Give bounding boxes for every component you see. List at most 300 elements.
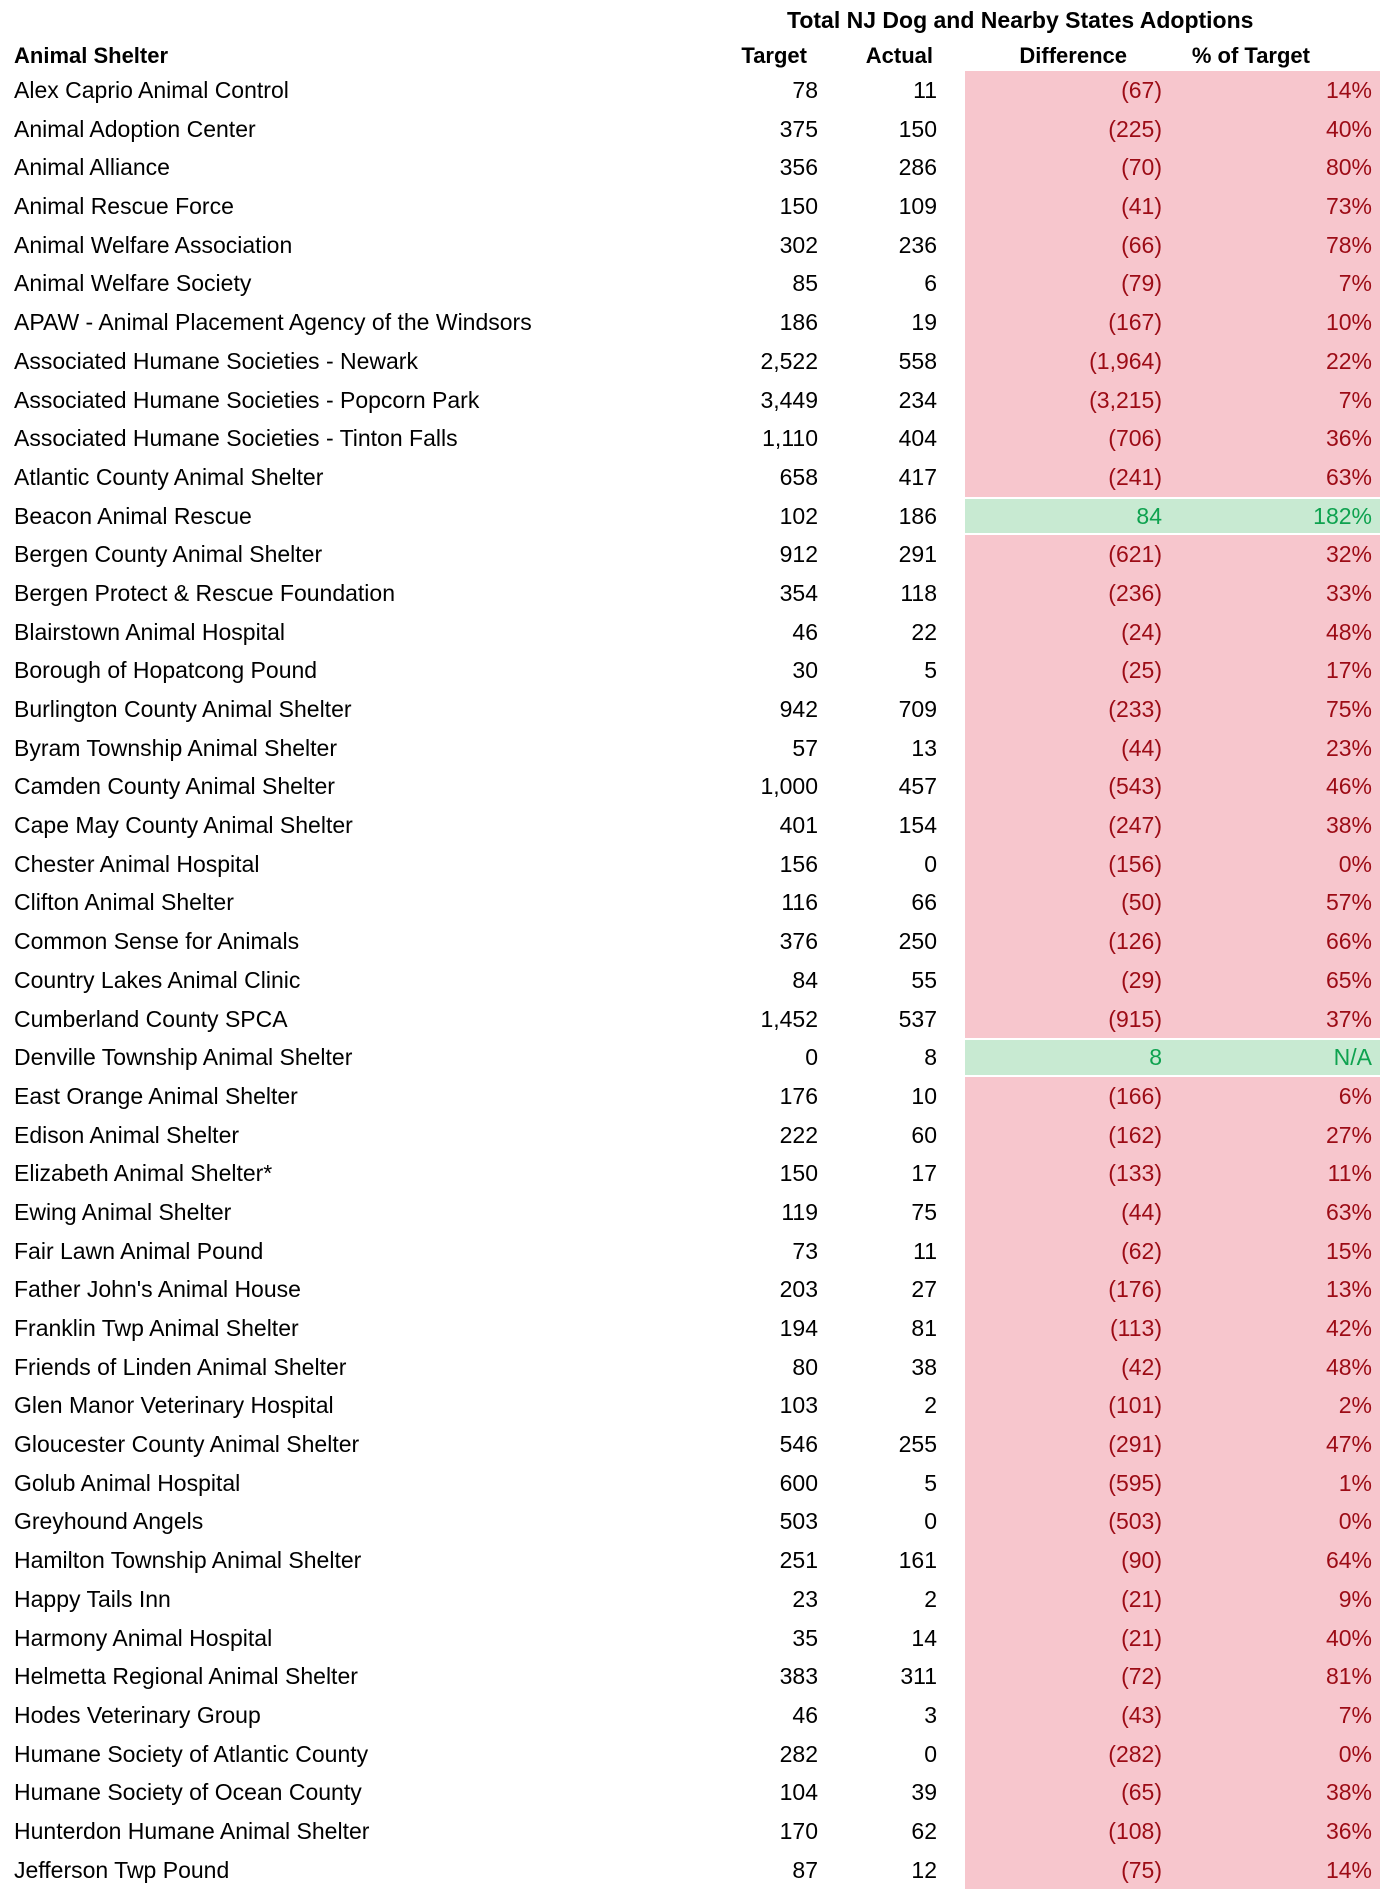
difference-cell: (75) [965, 1851, 1175, 1890]
difference-cell: (241) [965, 458, 1175, 497]
percent-of-target-cell: 66% [1175, 922, 1380, 961]
difference-cell: (595) [965, 1464, 1175, 1503]
percent-of-target-cell: 40% [1175, 1619, 1380, 1658]
difference-cell: 8 [965, 1038, 1175, 1077]
actual-cell: 55 [911, 966, 937, 993]
percent-of-target-cell: 9% [1175, 1580, 1380, 1619]
row-spacer [937, 1116, 965, 1155]
target-cell: 3,449 [760, 386, 818, 413]
actual-cell: 60 [911, 1121, 937, 1148]
target-cell: 658 [779, 463, 818, 490]
difference-cell: (225) [965, 110, 1175, 149]
target-cell: 102 [779, 502, 818, 529]
target-cell: 35 [792, 1624, 818, 1651]
actual-cell: 5 [924, 1469, 937, 1496]
actual-cell: 161 [898, 1547, 937, 1574]
row-spacer [937, 226, 965, 265]
difference-cell: (66) [965, 226, 1175, 265]
target-cell: 170 [779, 1817, 818, 1844]
table-row [0, 1154, 1386, 1193]
percent-of-target-cell: 15% [1175, 1232, 1380, 1271]
table-row [0, 1000, 1386, 1039]
difference-cell: (291) [965, 1425, 1175, 1464]
shelter-name-cell: Harmony Animal Hospital [14, 1624, 273, 1651]
shelter-name-cell: Golub Animal Hospital [14, 1469, 241, 1496]
table-row [0, 922, 1386, 961]
row-spacer [937, 1696, 965, 1735]
shelter-name-cell: Denville Township Animal Shelter [14, 1044, 353, 1071]
percent-of-target-cell: 73% [1175, 187, 1380, 226]
difference-cell: (126) [965, 922, 1175, 961]
actual-cell: 2 [924, 1585, 937, 1612]
row-spacer [937, 1309, 965, 1348]
target-cell: 376 [779, 928, 818, 955]
table-row [0, 1309, 1386, 1348]
actual-cell: 709 [898, 696, 937, 722]
shelter-name-cell: Camden County Animal Shelter [14, 773, 335, 800]
target-cell: 302 [779, 231, 818, 258]
percent-of-target-cell: N/A [1175, 1038, 1380, 1077]
percent-of-target-cell: 0% [1175, 1502, 1380, 1541]
target-cell: 186 [779, 309, 818, 336]
difference-cell: (167) [965, 303, 1175, 342]
target-cell: 912 [779, 541, 818, 568]
shelter-name-cell: Elizabeth Animal Shelter* [14, 1160, 273, 1187]
actual-cell: 558 [898, 347, 937, 374]
row-spacer [937, 1077, 965, 1116]
difference-cell: (282) [965, 1735, 1175, 1774]
target-cell: 942 [779, 696, 818, 722]
row-spacer [937, 1154, 965, 1193]
title-band [0, 0, 1386, 40]
row-spacer [937, 535, 965, 574]
percent-of-target-cell: 32% [1175, 535, 1380, 574]
percent-of-target-cell: 10% [1175, 303, 1380, 342]
row-spacer [937, 419, 965, 458]
actual-cell: 12 [911, 1856, 937, 1883]
percent-of-target-cell: 75% [1175, 690, 1380, 729]
target-cell: 203 [779, 1276, 818, 1303]
shelter-name-cell: Franklin Twp Animal Shelter [14, 1315, 299, 1341]
difference-cell: (706) [965, 419, 1175, 458]
table-row [0, 1619, 1386, 1658]
column-header-actual: Actual [865, 43, 933, 68]
actual-cell: 27 [911, 1276, 937, 1303]
target-cell: 546 [779, 1431, 818, 1458]
percent-of-target-cell: 182% [1175, 497, 1380, 536]
row-spacer [937, 651, 965, 690]
table-row [0, 1541, 1386, 1580]
table-row [0, 110, 1386, 149]
row-spacer [937, 1386, 965, 1425]
actual-cell: 109 [898, 193, 937, 220]
actual-cell: 118 [900, 579, 937, 606]
row-spacer [937, 961, 965, 1000]
actual-cell: 3 [924, 1701, 937, 1728]
percent-of-target-cell: 0% [1175, 845, 1380, 884]
actual-cell: 417 [898, 463, 937, 490]
target-cell: 401 [779, 812, 818, 839]
difference-cell: (21) [965, 1580, 1175, 1619]
actual-cell: 234 [898, 386, 937, 413]
shelter-name-cell: Animal Rescue Force [14, 193, 234, 220]
table-row [0, 419, 1386, 458]
percent-of-target-cell: 40% [1175, 110, 1380, 149]
percent-of-target-cell: 42% [1175, 1309, 1380, 1348]
column-header-animal-shelter: Animal Shelter [14, 43, 169, 68]
shelter-name-cell: Friends of Linden Animal Shelter [14, 1353, 347, 1380]
actual-cell: 19 [911, 309, 937, 336]
difference-cell: (233) [965, 690, 1175, 729]
target-cell: 354 [779, 579, 818, 606]
difference-cell: (41) [965, 187, 1175, 226]
shelter-name-cell: Associated Humane Societies - Tinton Falls [14, 425, 458, 452]
difference-cell: (108) [965, 1812, 1175, 1851]
column-header-target: Target [741, 43, 807, 68]
shelter-name-cell: Bergen Protect & Rescue Foundation [14, 579, 396, 606]
row-spacer [937, 458, 965, 497]
actual-cell: 286 [898, 154, 937, 181]
target-cell: 104 [779, 1779, 818, 1806]
actual-cell: 404 [898, 425, 937, 452]
table-row [0, 71, 1386, 110]
row-spacer [937, 1580, 965, 1619]
target-cell: 356 [779, 154, 818, 181]
shelter-name-cell: Ewing Animal Shelter [14, 1198, 232, 1225]
difference-cell: (621) [965, 535, 1175, 574]
row-spacer [937, 264, 965, 303]
table-row [0, 1386, 1386, 1425]
shelter-name-cell: Borough of Hopatcong Pound [14, 657, 318, 684]
target-cell: 84 [792, 966, 818, 993]
difference-cell: (50) [965, 883, 1175, 922]
percent-of-target-cell: 27% [1175, 1116, 1380, 1155]
target-cell: 251 [779, 1547, 818, 1574]
table-row [0, 1735, 1386, 1774]
table-row [0, 574, 1386, 613]
shelter-name-cell: Byram Township Animal Shelter [14, 734, 337, 761]
row-spacer [937, 1502, 965, 1541]
difference-cell: (70) [965, 148, 1175, 187]
header-spacer [937, 40, 965, 71]
shelter-name-cell: Happy Tails Inn [14, 1585, 171, 1612]
difference-cell: (101) [965, 1386, 1175, 1425]
percent-of-target-cell: 48% [1175, 613, 1380, 652]
target-cell: 150 [779, 1160, 818, 1187]
percent-of-target-cell: 1% [1175, 1464, 1380, 1503]
target-cell: 116 [781, 889, 818, 916]
row-spacer [937, 148, 965, 187]
table-row [0, 226, 1386, 265]
actual-cell: 291 [898, 541, 937, 568]
percent-of-target-cell: 6% [1175, 1077, 1380, 1116]
table-row [0, 1657, 1386, 1696]
report-title: Total NJ Dog and Nearby States Adoptions [787, 7, 1254, 33]
column-header-percent-of-target: % of Target [1191, 43, 1310, 68]
difference-cell: (915) [965, 1000, 1175, 1039]
row-spacer [937, 806, 965, 845]
actual-cell: 6 [924, 270, 937, 297]
row-spacer [937, 845, 965, 884]
row-spacer [937, 497, 965, 536]
column-header-difference: Difference [1019, 43, 1127, 68]
target-cell: 600 [779, 1469, 818, 1496]
target-cell: 194 [779, 1315, 818, 1341]
difference-cell: (503) [965, 1502, 1175, 1541]
shelter-name-cell: Edison Animal Shelter [14, 1121, 240, 1148]
target-cell: 57 [792, 734, 818, 761]
shelter-name-cell: Hamilton Township Animal Shelter [14, 1547, 362, 1574]
difference-cell: (133) [965, 1154, 1175, 1193]
target-cell: 0 [805, 1044, 818, 1071]
table-row [0, 497, 1386, 536]
table-row [0, 845, 1386, 884]
target-cell: 176 [779, 1082, 818, 1109]
target-cell: 1,110 [762, 425, 818, 452]
actual-cell: 255 [898, 1431, 937, 1458]
target-cell: 30 [792, 657, 818, 684]
difference-cell: (43) [965, 1696, 1175, 1735]
actual-cell: 457 [898, 773, 937, 800]
row-spacer [937, 1038, 965, 1077]
row-spacer [937, 574, 965, 613]
actual-cell: 0 [924, 850, 937, 877]
table-row [0, 1077, 1386, 1116]
percent-of-target-cell: 2% [1175, 1386, 1380, 1425]
difference-cell: (90) [965, 1541, 1175, 1580]
percent-of-target-cell: 38% [1175, 1773, 1380, 1812]
percent-of-target-cell: 14% [1175, 1851, 1380, 1890]
actual-cell: 0 [924, 1740, 937, 1767]
shelter-name-cell: Gloucester County Animal Shelter [14, 1431, 360, 1458]
target-cell: 503 [779, 1508, 818, 1535]
difference-cell: (162) [965, 1116, 1175, 1155]
shelter-name-cell: Animal Adoption Center [14, 115, 256, 142]
percent-of-target-cell: 7% [1175, 1696, 1380, 1735]
difference-cell: (1,964) [965, 342, 1175, 381]
actual-cell: 2 [924, 1392, 937, 1419]
shelter-name-cell: Atlantic County Animal Shelter [14, 463, 324, 490]
row-spacer [937, 187, 965, 226]
actual-cell: 250 [898, 928, 937, 955]
row-spacer [937, 1348, 965, 1387]
actual-cell: 39 [911, 1779, 937, 1806]
actual-cell: 5 [924, 657, 937, 684]
row-spacer [937, 883, 965, 922]
percent-of-target-cell: 22% [1175, 342, 1380, 381]
row-spacer [937, 71, 965, 110]
shelter-name-cell: Animal Alliance [14, 154, 170, 181]
table-row [0, 148, 1386, 187]
actual-cell: 81 [911, 1315, 937, 1341]
table-row [0, 1773, 1386, 1812]
shelter-name-cell: Burlington County Animal Shelter [14, 696, 352, 722]
shelter-name-cell: Fair Lawn Animal Pound [14, 1237, 264, 1264]
table-row [0, 1038, 1386, 1077]
shelter-name-cell: Beacon Animal Rescue [14, 502, 252, 529]
percent-of-target-cell: 80% [1175, 148, 1380, 187]
row-spacer [937, 1541, 965, 1580]
actual-cell: 236 [898, 231, 937, 258]
shelter-name-cell: East Orange Animal Shelter [14, 1082, 298, 1109]
table-row [0, 1116, 1386, 1155]
table-row [0, 767, 1386, 806]
actual-cell: 38 [911, 1353, 937, 1380]
target-cell: 2,522 [760, 347, 818, 374]
row-spacer [937, 1812, 965, 1851]
target-cell: 156 [779, 850, 818, 877]
actual-cell: 8 [924, 1044, 937, 1071]
table-row [0, 1812, 1386, 1851]
difference-cell: (156) [965, 845, 1175, 884]
shelter-name-cell: Greyhound Angels [14, 1508, 204, 1535]
table-row [0, 342, 1386, 381]
difference-cell: (543) [965, 767, 1175, 806]
difference-cell: (24) [965, 613, 1175, 652]
row-spacer [937, 110, 965, 149]
actual-cell: 17 [911, 1160, 937, 1187]
target-cell: 375 [779, 115, 818, 142]
row-spacer [937, 613, 965, 652]
table-row [0, 1464, 1386, 1503]
table-row [0, 883, 1386, 922]
difference-cell: (62) [965, 1232, 1175, 1271]
difference-cell: (44) [965, 1193, 1175, 1232]
row-spacer [937, 1851, 965, 1890]
table-row [0, 1193, 1386, 1232]
row-spacer [937, 690, 965, 729]
table-header-row [0, 40, 1386, 71]
target-cell: 80 [792, 1353, 818, 1380]
difference-cell: (166) [965, 1077, 1175, 1116]
table-row [0, 1270, 1386, 1309]
table-row [0, 1580, 1386, 1619]
table-row [0, 187, 1386, 226]
difference-cell: (3,215) [965, 381, 1175, 420]
row-spacer [937, 1773, 965, 1812]
percent-of-target-cell: 57% [1175, 883, 1380, 922]
shelter-name-cell: Country Lakes Animal Clinic [14, 966, 301, 993]
row-spacer [937, 1270, 965, 1309]
shelter-name-cell: Associated Humane Societies - Newark [14, 347, 418, 374]
difference-cell: (25) [965, 651, 1175, 690]
shelter-name-cell: Animal Welfare Society [14, 270, 252, 297]
percent-of-target-cell: 36% [1175, 419, 1380, 458]
target-cell: 23 [792, 1585, 818, 1612]
table-row [0, 381, 1386, 420]
difference-cell: (67) [965, 71, 1175, 110]
shelter-name-cell: Clifton Animal Shelter [14, 889, 234, 916]
shelter-name-cell: Helmetta Regional Animal Shelter [14, 1663, 358, 1690]
table-body [0, 71, 1386, 1889]
shelter-name-cell: Glen Manor Veterinary Hospital [14, 1392, 334, 1419]
shelter-name-cell: Associated Humane Societies - Popcorn Park [14, 386, 480, 413]
target-cell: 73 [792, 1237, 818, 1264]
shelter-name-cell: Chester Animal Hospital [14, 850, 260, 877]
row-spacer [937, 1232, 965, 1271]
table-row [0, 806, 1386, 845]
percent-of-target-cell: 23% [1175, 729, 1380, 768]
target-cell: 119 [781, 1198, 818, 1225]
difference-cell: (65) [965, 1773, 1175, 1812]
row-spacer [937, 922, 965, 961]
actual-cell: 75 [911, 1198, 937, 1225]
actual-cell: 22 [911, 618, 937, 645]
actual-cell: 154 [898, 812, 937, 839]
actual-cell: 14 [911, 1624, 937, 1651]
shelter-name-cell: Blairstown Animal Hospital [14, 618, 286, 645]
table-row [0, 1851, 1386, 1890]
row-spacer [937, 303, 965, 342]
percent-of-target-cell: 47% [1175, 1425, 1380, 1464]
actual-cell: 10 [911, 1082, 937, 1109]
difference-cell: (79) [965, 264, 1175, 303]
table-row [0, 961, 1386, 1000]
target-cell: 87 [792, 1856, 818, 1883]
percent-of-target-cell: 65% [1175, 961, 1380, 1000]
target-cell: 85 [792, 270, 818, 297]
target-cell: 46 [792, 1701, 818, 1728]
percent-of-target-cell: 38% [1175, 806, 1380, 845]
shelter-name-cell: Cumberland County SPCA [14, 1005, 288, 1032]
shelter-name-cell: Common Sense for Animals [14, 928, 300, 955]
percent-of-target-cell: 37% [1175, 1000, 1380, 1039]
row-spacer [937, 729, 965, 768]
row-spacer [937, 1464, 965, 1503]
table-row [0, 1502, 1386, 1541]
percent-of-target-cell: 7% [1175, 264, 1380, 303]
row-spacer [937, 1193, 965, 1232]
table-row [0, 690, 1386, 729]
table-row [0, 613, 1386, 652]
difference-cell: (21) [965, 1619, 1175, 1658]
percent-of-target-cell: 11% [1175, 1154, 1380, 1193]
table-row [0, 535, 1386, 574]
percent-of-target-cell: 64% [1175, 1541, 1380, 1580]
actual-cell: 0 [924, 1508, 937, 1535]
difference-cell: (236) [965, 574, 1175, 613]
percent-of-target-cell: 33% [1175, 574, 1380, 613]
actual-cell: 186 [898, 502, 937, 529]
actual-cell: 13 [911, 734, 937, 761]
percent-of-target-cell: 63% [1175, 1193, 1380, 1232]
shelter-name-cell: Animal Welfare Association [14, 231, 293, 258]
shelter-name-cell: Alex Caprio Animal Control [14, 77, 289, 103]
percent-of-target-cell: 81% [1175, 1657, 1380, 1696]
target-cell: 1,000 [760, 773, 818, 800]
percent-of-target-cell: 17% [1175, 651, 1380, 690]
table-row [0, 1425, 1386, 1464]
table-row [0, 1696, 1386, 1735]
shelter-name-cell: Humane Society of Ocean County [14, 1779, 362, 1806]
difference-cell: (176) [965, 1270, 1175, 1309]
target-cell: 150 [779, 193, 818, 220]
target-cell: 383 [779, 1663, 818, 1690]
row-spacer [937, 1657, 965, 1696]
row-spacer [937, 381, 965, 420]
row-spacer [937, 1425, 965, 1464]
percent-of-target-cell: 63% [1175, 458, 1380, 497]
row-spacer [937, 1619, 965, 1658]
percent-of-target-cell: 13% [1175, 1270, 1380, 1309]
shelter-name-cell: Hunterdon Humane Animal Shelter [14, 1817, 370, 1844]
actual-cell: 150 [898, 115, 937, 142]
table-row [0, 729, 1386, 768]
table-row [0, 458, 1386, 497]
actual-cell: 66 [911, 889, 937, 916]
actual-cell: 11 [913, 77, 937, 103]
difference-cell: (247) [965, 806, 1175, 845]
